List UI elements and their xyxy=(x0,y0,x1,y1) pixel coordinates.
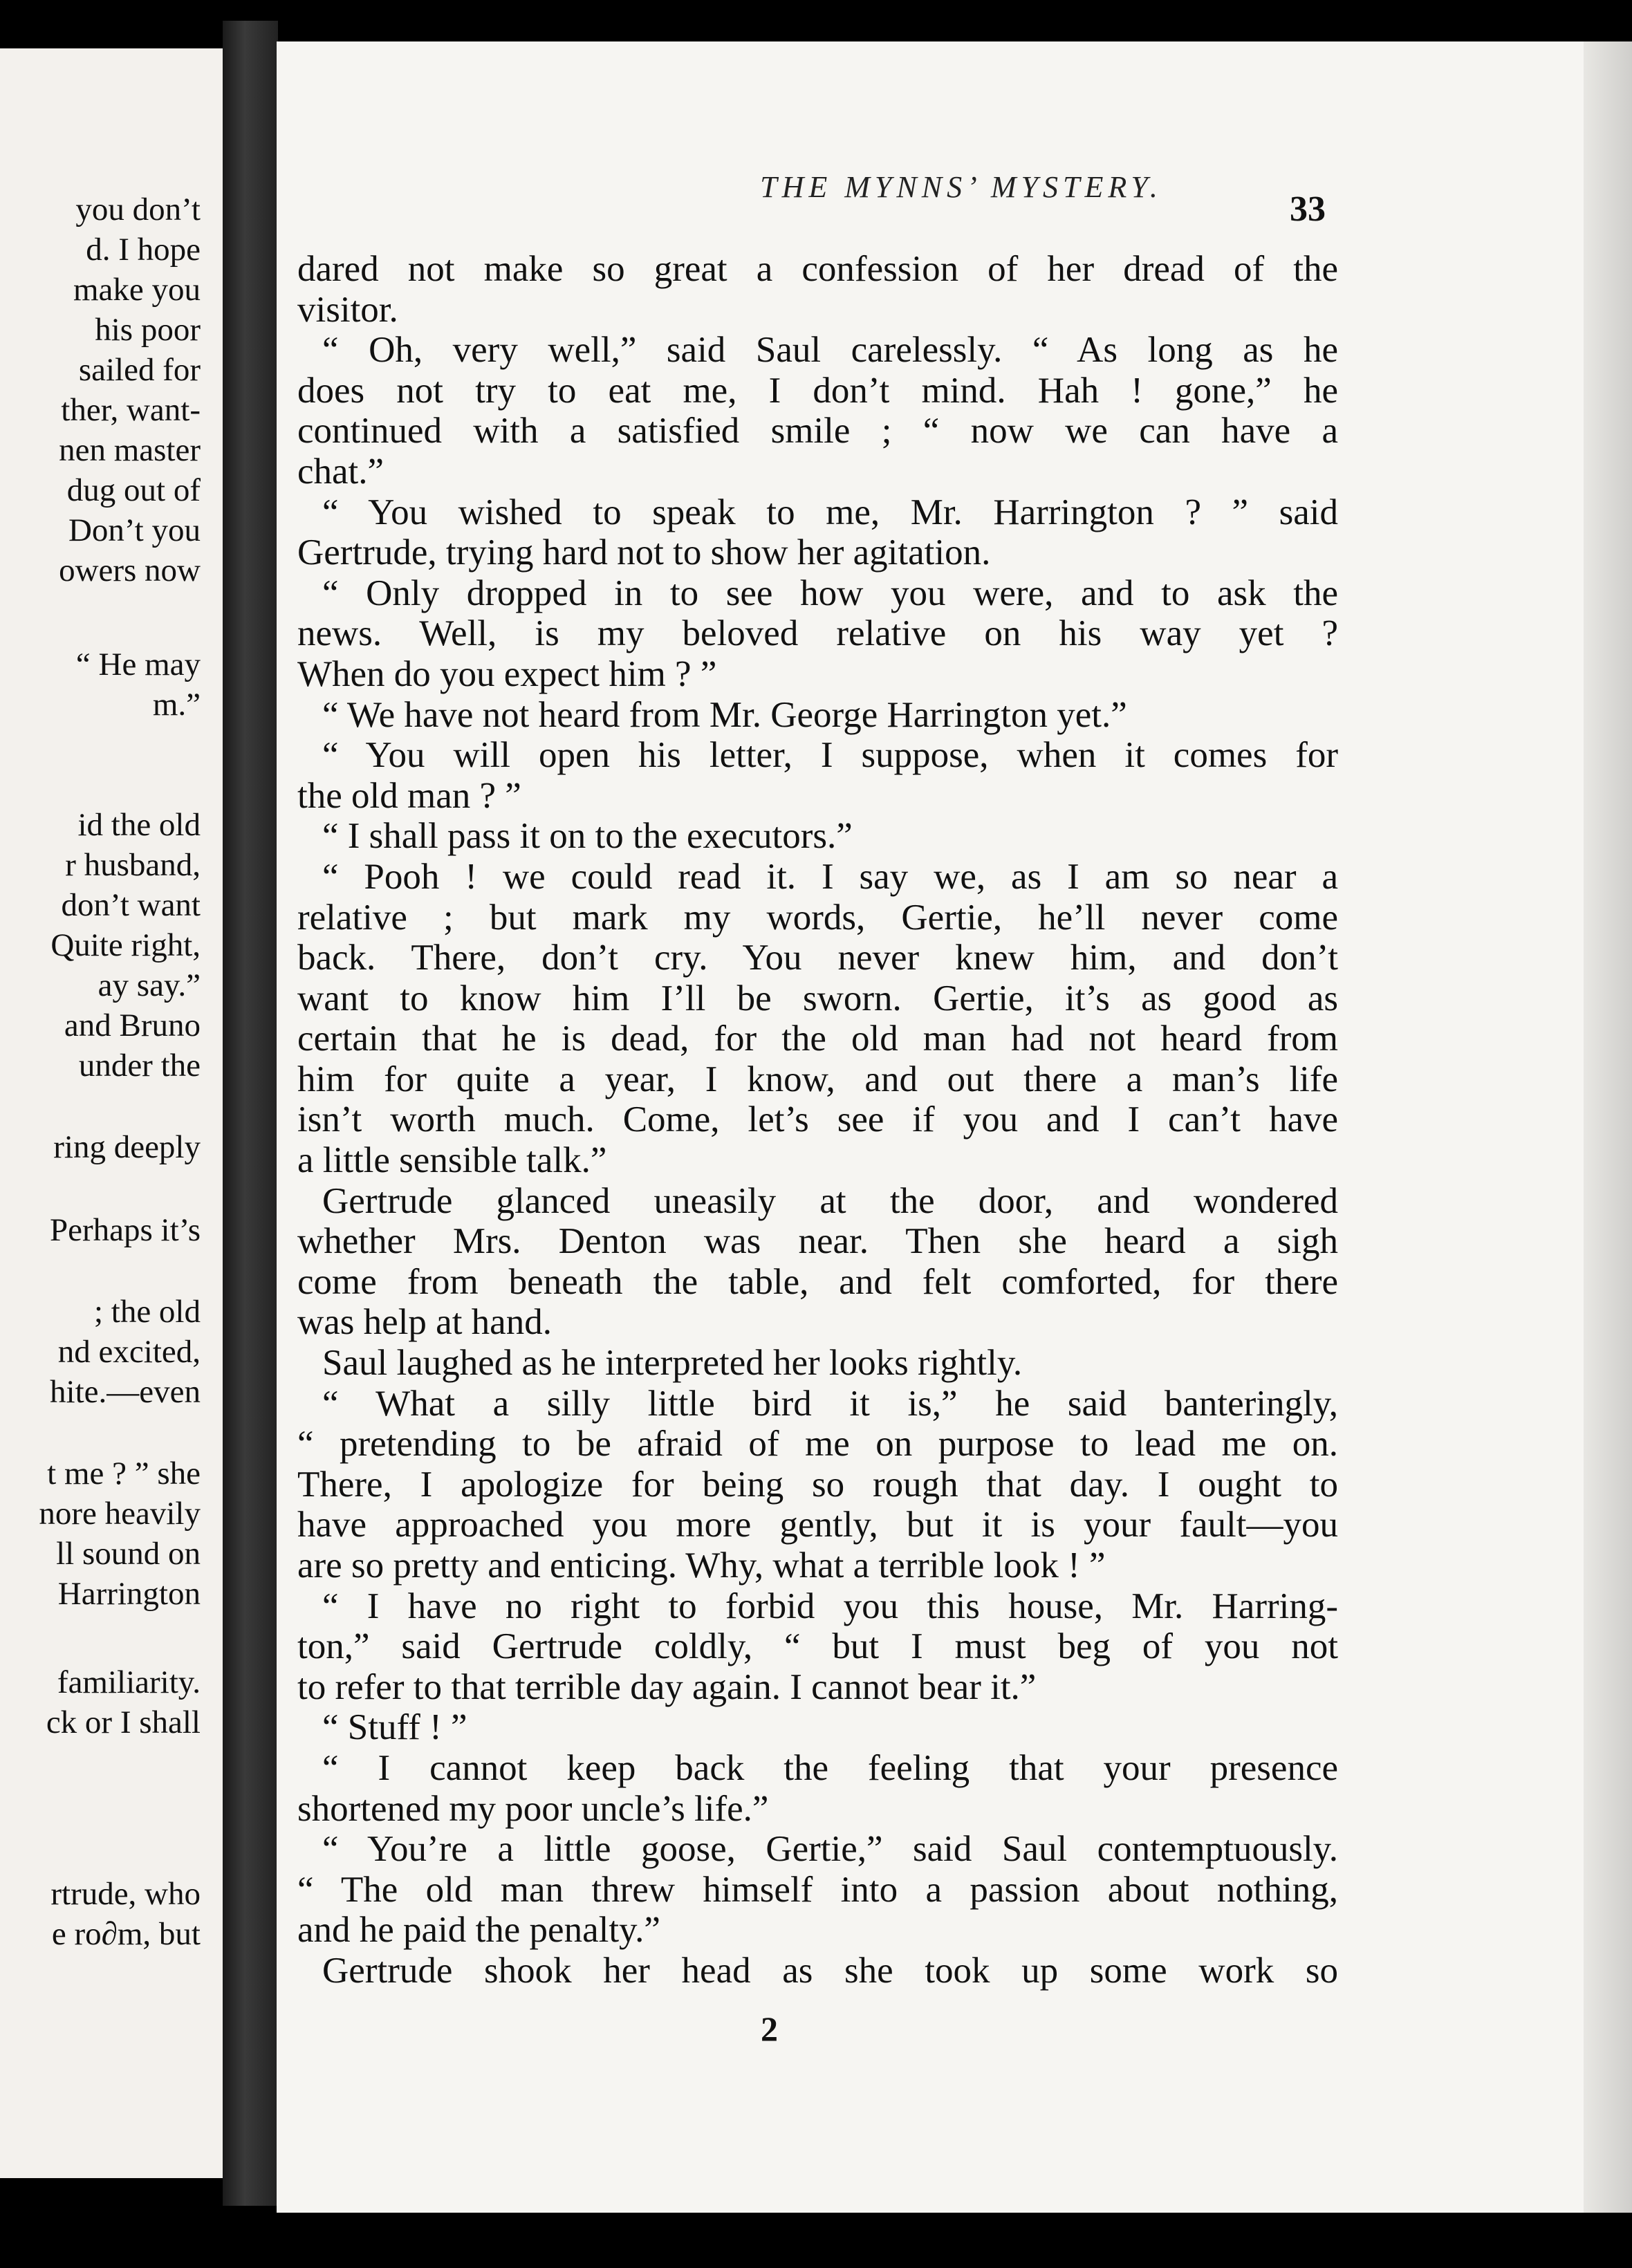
signature-mark: 2 xyxy=(761,2009,778,2048)
left-page-line: id the old xyxy=(77,807,201,843)
left-page-line: make you xyxy=(73,272,201,308)
left-page-line: ring deeply xyxy=(53,1129,201,1165)
left-page-line: Harrington xyxy=(57,1576,201,1612)
text-line: come from beneath the table, and felt comforted, for there xyxy=(297,1261,1338,1302)
text-line: ton,” said Gertrude coldly, “ but I must beg of you not xyxy=(297,1626,1338,1667)
text-line: When do you expect him ? ” xyxy=(297,653,717,694)
left-page-line: dug out of xyxy=(66,472,201,508)
text-line: whether Mrs. Denton was near. Then she heard a sigh xyxy=(297,1221,1338,1262)
text-line: him for quite a year, I know, and out there a man’s life xyxy=(297,1059,1338,1099)
text-line: visitor. xyxy=(297,289,398,330)
text-line: a little sensible talk.” xyxy=(297,1140,607,1181)
left-page-line: r husband, xyxy=(65,847,201,883)
left-page-line: t me ? ” she xyxy=(47,1456,201,1491)
text-line: “ We have not heard from Mr. George Harrington yet.” xyxy=(322,694,1127,735)
left-page-line: nore heavily xyxy=(39,1496,201,1532)
left-page-line: you don’t xyxy=(75,192,201,227)
text-line: isn’t worth much. Come, let’s see if you and I can’t have xyxy=(297,1099,1338,1140)
right-page xyxy=(277,41,1632,2213)
page-number: 33 xyxy=(1290,189,1326,229)
text-line: continued with a satisfied smile ; “ now we can have a xyxy=(297,411,1338,452)
text-line: “ What a silly little bird it is,” he said banteringly, xyxy=(322,1383,1338,1424)
book-gutter xyxy=(223,21,278,2206)
left-page-line: d. I hope xyxy=(86,232,201,268)
left-page-line: nen master xyxy=(59,432,201,468)
text-line: and he paid the penalty.” xyxy=(297,1910,660,1951)
text-line: does not try to eat me, I don’t mind. Hah ! gone,” he xyxy=(297,370,1338,411)
left-page-line: ; the old xyxy=(93,1294,201,1330)
text-line: “ Oh, very well,” said Saul carelessly. “ As long as he xyxy=(322,330,1338,371)
text-line: dared not make so great a confession of her dread of the xyxy=(297,249,1338,289)
left-page-line: familiarity. xyxy=(57,1664,201,1700)
left-page-line: and Bruno xyxy=(64,1007,201,1043)
text-line: Gertrude, trying hard not to show her agitation. xyxy=(297,532,991,573)
left-page-line: Don’t you xyxy=(68,512,201,548)
left-page-line: ck or I shall xyxy=(46,1704,201,1740)
left-page-line: “ He may xyxy=(75,647,201,682)
page-edge xyxy=(1584,41,1632,2213)
left-page-line: m.” xyxy=(152,687,201,723)
text-line: There, I apologize for being so rough that day. I ought to xyxy=(297,1464,1338,1505)
text-line: “ You will open his letter, I suppose, when it comes for xyxy=(322,735,1338,776)
text-line: “ You’re a little goose, Gertie,” said Saul contemptuously. xyxy=(322,1829,1338,1870)
text-line: are so pretty and enticing. Why, what a terrible look ! ” xyxy=(297,1545,1106,1586)
left-page-line: owers now xyxy=(59,552,201,588)
text-line: back. There, don’t cry. You never knew him, and don’t xyxy=(297,938,1338,978)
left-page-line: under the xyxy=(78,1048,201,1084)
text-line: Saul laughed as he interpreted her looks rightly. xyxy=(322,1343,1023,1384)
text-line: “ You wished to speak to me, Mr. Harrington ? ” said xyxy=(322,492,1338,532)
left-page-line: Quite right, xyxy=(50,927,201,963)
text-line: have approached you more gently, but it is your fault—you xyxy=(297,1505,1338,1545)
text-line: certain that he is dead, for the old man had not heard from xyxy=(297,1019,1338,1059)
left-page-line: his poor xyxy=(95,312,201,348)
left-page-line: ther, want- xyxy=(61,392,201,428)
text-line: want to know him I’ll be sworn. Gertie, it’s as good as xyxy=(297,978,1338,1019)
left-page-line: rtrude, who xyxy=(50,1876,201,1912)
left-page-line: nd excited, xyxy=(57,1334,201,1370)
body-text xyxy=(297,249,1338,1991)
text-line: “ Only dropped in to see how you were, and to ask the xyxy=(322,573,1338,613)
left-page-line: ay say.” xyxy=(98,967,201,1003)
text-line: “ I have no right to forbid you this house, Mr. Harring- xyxy=(322,1586,1338,1626)
text-line: to refer to that terrible day again. I cannot bear it.” xyxy=(297,1666,1037,1707)
text-line: “ Stuff ! ” xyxy=(322,1707,467,1748)
left-page xyxy=(0,48,223,2178)
text-line: “ I cannot keep back the feeling that your presence xyxy=(322,1747,1338,1788)
text-line: Gertrude glanced uneasily at the door, and wondered xyxy=(322,1180,1338,1221)
left-page-line: sailed for xyxy=(78,352,201,388)
text-line: chat.” xyxy=(297,451,384,492)
left-page-line: e ro∂m, but xyxy=(51,1916,201,1952)
text-line: relative ; but mark my words, Gertie, he’ll never come xyxy=(297,897,1338,938)
text-line: was help at hand. xyxy=(297,1302,552,1343)
left-page-line: hite.—even xyxy=(50,1374,201,1410)
text-line: news. Well, is my beloved relative on his way yet ? xyxy=(297,613,1338,654)
text-line: shortened my poor uncle’s life.” xyxy=(297,1788,769,1829)
text-line: Gertrude shook her head as she took up some work so xyxy=(322,1950,1338,1991)
left-page-line: ll sound on xyxy=(56,1536,201,1572)
text-line: “ The old man threw himself into a passion about nothing, xyxy=(297,1869,1338,1910)
text-line: the old man ? ” xyxy=(297,775,521,816)
left-page-line: Perhaps it’s xyxy=(49,1212,201,1248)
text-line: “ Pooh ! we could read it. I say we, as I am so near a xyxy=(322,856,1338,897)
text-line: “ I shall pass it on to the executors.” xyxy=(322,816,853,857)
running-head: THE MYNNS’ MYSTERY. xyxy=(760,170,1162,204)
left-page-line: don’t want xyxy=(61,887,201,923)
text-line: “ pretending to be afraid of me on purpose to lead me on. xyxy=(297,1424,1338,1465)
